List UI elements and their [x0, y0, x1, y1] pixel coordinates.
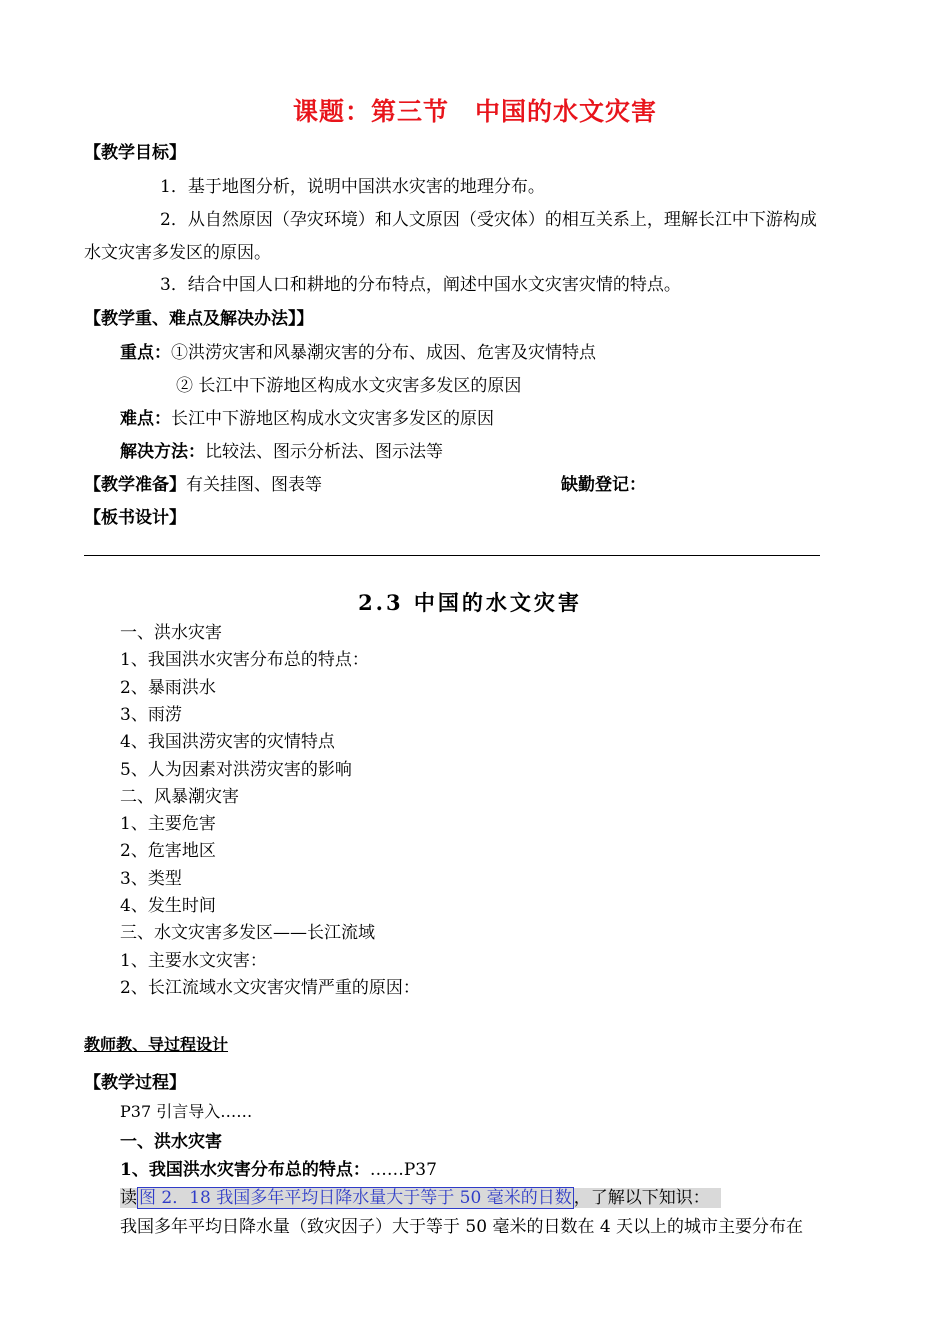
- board-line: 3、雨涝: [120, 705, 182, 725]
- process-sub-1-ref: ……P37: [369, 1160, 437, 1180]
- method-label: 解决方法：: [120, 442, 205, 462]
- board-line: 4、发生时间: [120, 896, 216, 916]
- process-last-line: 我国多年平均日降水量（致灾因子）大于等于 50 毫米的日数在 4 天以上的城市主要分布在: [120, 1217, 804, 1237]
- process-intro: P37 引言导入……: [120, 1102, 253, 1121]
- board-line: 3、类型: [120, 869, 182, 889]
- figure-link[interactable]: 图 2．18 我国多年平均日降水量大于等于 50 毫米的日数: [139, 1188, 572, 1208]
- focus-label: 重点：: [120, 343, 171, 363]
- board-line: 2、危害地区: [120, 841, 216, 861]
- board-line: 5、人为因素对洪涝灾害的影响: [120, 760, 352, 780]
- read-line: [120, 1183, 721, 1208]
- prep-line: [84, 470, 322, 495]
- goals-heading: 【教学目标】: [84, 143, 186, 163]
- board-line: 2、暴雨洪水: [120, 678, 216, 698]
- board-line: 1、主要水文灾害：: [120, 951, 267, 971]
- focus-text-1: ①洪涝灾害和风暴潮灾害的分布、成因、危害及灾情特点: [171, 343, 596, 363]
- page-title: 课题：第三节 中国的水文灾害: [292, 97, 657, 126]
- board-line: 4、我国洪涝灾害的灾情特点: [120, 732, 335, 752]
- method-text: 比较法、图示分析法、图示法等: [205, 442, 443, 462]
- difficulty-line: [120, 404, 494, 429]
- board-heading: 【板书设计】: [84, 508, 186, 528]
- focus-line-2: ② 长江中下游地区构成水文灾害多发区的原因: [176, 376, 522, 396]
- board-line: 1、主要危害: [120, 814, 216, 834]
- prep-label: 【教学准备】: [84, 475, 186, 495]
- board-line: 一、洪水灾害: [120, 623, 222, 643]
- process-heading: 【教学过程】: [84, 1073, 186, 1093]
- board-line: 2、长江流域水文灾害灾情严重的原因：: [120, 978, 420, 998]
- board-line: 1、我国洪水灾害分布总的特点：: [120, 650, 369, 670]
- read-suffix: ，了解以下知识：: [573, 1188, 710, 1208]
- difficulty-label: 难点：: [120, 409, 171, 429]
- keys-heading: 【教学重、难点及解决办法】】: [84, 309, 314, 329]
- prep-value: 有关挂图、图表等: [186, 475, 322, 495]
- read-highlight: [120, 1188, 721, 1208]
- method-line: [120, 437, 443, 462]
- focus-line-1: [120, 338, 596, 363]
- board-line: 二、风暴潮灾害: [120, 787, 239, 807]
- goal-item-3: 3．结合中国人口和耕地的分布特点，阐述中国水文灾害灾情的特点。: [160, 275, 681, 295]
- goal-item-1: 1．基于地图分析，说明中国洪水灾害的地理分布。: [160, 177, 545, 197]
- difficulty-text: 长江中下游地区构成水文灾害多发区的原因: [171, 409, 494, 429]
- process-design-heading: 教师教、导过程设计: [84, 1035, 229, 1054]
- process-sub-1-label: 1、我国洪水灾害分布总的特点：: [120, 1160, 370, 1180]
- board-title: 2.3 中国的水文灾害: [358, 590, 582, 615]
- absence-label: 缺勤登记：: [561, 475, 646, 495]
- read-prefix: 读: [120, 1188, 137, 1208]
- divider: [84, 555, 820, 556]
- goal-item-2: 2．从自然原因（孕灾环境）和人文原因（受灾体）的相互关系上，理解长江中下游构成: [160, 210, 817, 230]
- process-section-1: 一、洪水灾害: [120, 1132, 222, 1152]
- board-line: 三、水文灾害多发区——长江流域: [120, 923, 375, 943]
- process-sub-1: [120, 1155, 437, 1180]
- goal-item-2-cont: 水文灾害多发区的原因。: [84, 243, 271, 263]
